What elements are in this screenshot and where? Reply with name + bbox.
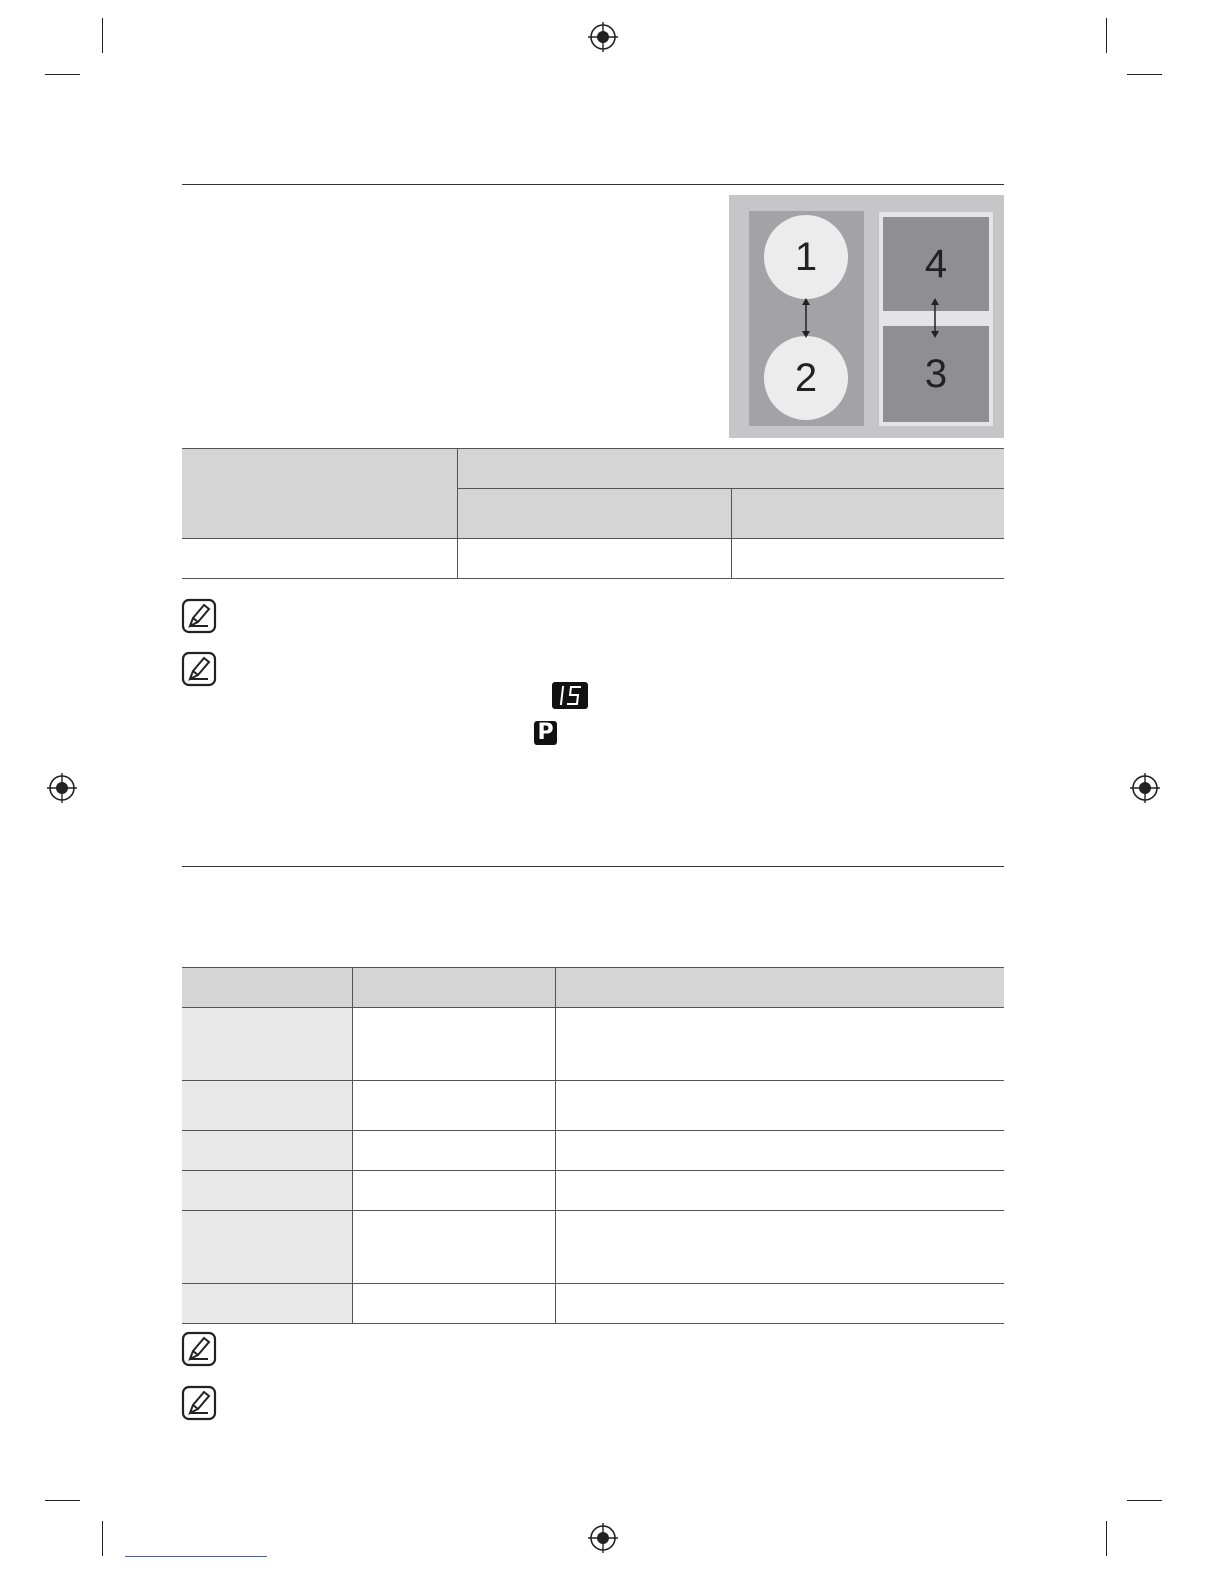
table-header-cell [182,449,457,539]
table-row-label [182,1171,352,1211]
note-pencil-icon [181,598,217,634]
table-cell [352,1131,555,1171]
table-cell [457,539,731,579]
table-row-label [182,1081,352,1131]
table-cell [555,1211,1004,1284]
display-15-icon [552,682,588,709]
table-cell [352,1171,555,1211]
zone-4-square: 4 [883,217,989,311]
table-cell [352,1284,555,1324]
note-pencil-icon [181,1331,217,1367]
section-divider [182,866,1004,867]
crop-mark [45,74,80,75]
double-arrow-icon [928,298,942,338]
table-header-cell [457,449,1004,489]
note-pencil-icon [181,1385,217,1421]
registration-mark-icon [47,773,77,803]
crop-mark [1106,18,1107,53]
table-cell [555,1284,1004,1324]
table-header-cell [555,968,1004,1008]
table-row-label [182,1131,352,1171]
power-table [182,448,1004,579]
section-divider [182,184,1004,185]
table-header-cell [182,968,352,1008]
zone-2-circle: 2 [764,336,848,420]
table-cell [555,1008,1004,1081]
table-cell [352,1008,555,1081]
double-arrow-icon [799,298,813,338]
table-cell [352,1211,555,1284]
registration-mark-icon [1130,773,1160,803]
crop-mark [1127,1500,1162,1501]
table-cell [555,1131,1004,1171]
crop-mark [45,1500,80,1501]
crop-mark [1127,74,1162,75]
crop-mark [1106,1521,1107,1556]
table-cell [731,539,1004,579]
table-cell [182,539,457,579]
zone-3-square: 3 [883,326,989,422]
table-row-label [182,1284,352,1324]
cooking-zone-diagram [729,195,1004,438]
crop-mark [102,18,103,53]
table-row-label [182,1008,352,1081]
registration-mark-icon [588,1523,618,1553]
zone-1-circle: 1 [764,215,848,299]
table-header-cell [352,968,555,1008]
registration-mark-icon [588,22,618,52]
table-header-cell [457,489,731,539]
settings-table [182,967,1004,1324]
table-cell [555,1171,1004,1211]
crop-mark [102,1521,103,1556]
display-p-icon: P [534,721,557,745]
table-cell [555,1081,1004,1131]
note-pencil-icon [181,651,217,687]
table-header-cell [731,489,1004,539]
footer-underline [125,1556,267,1557]
table-cell [352,1081,555,1131]
table-row-label [182,1211,352,1284]
